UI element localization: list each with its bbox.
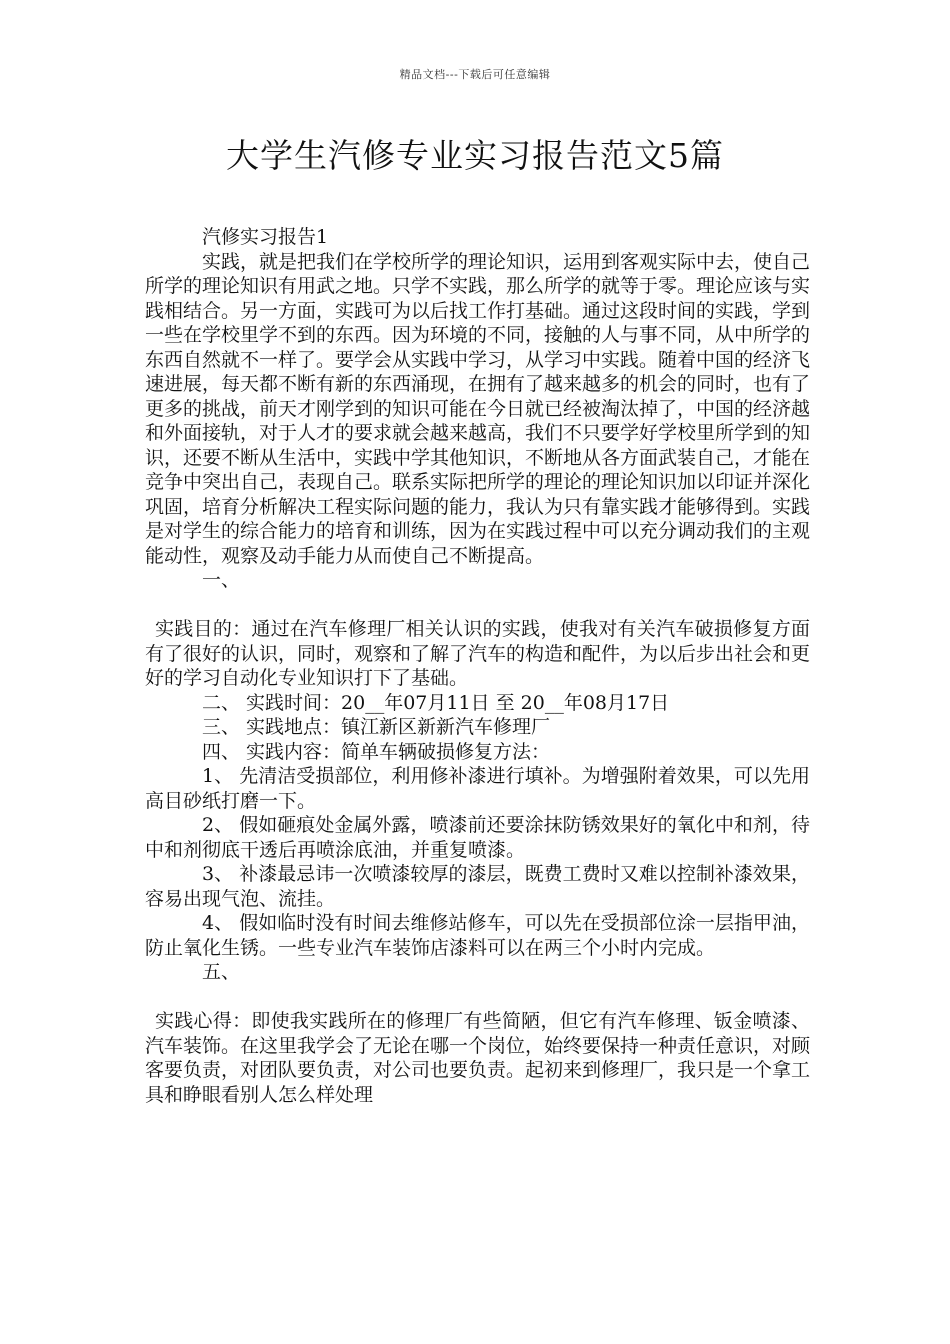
list-item: 三、 实践地点：镇江新区新新汽车修理厂 [202, 716, 551, 738]
paragraph: 实践目的：通过在汽车修理厂相关认识的实践，使我对有关汽车破损修复方面有了很好的认识，同时，观察和了解了汽车的构造和配件，为以后步出社会和更好的学习自动化专业知识打下了基础。 [145, 618, 811, 689]
list-item: 二、 实践时间：20__年07月11日 至 20__年08月17日 [202, 691, 670, 714]
section-number: 五、 [202, 961, 241, 983]
list-item: 3、 补漆最忌讳一次喷漆较厚的漆层，既费工费时又难以控制补漆效果，容易出现气泡、流挂。 [145, 863, 810, 910]
list-item: 四、 实践内容：简单车辆破损修复方法： [202, 740, 551, 763]
section-number: 一、 [202, 569, 241, 591]
list-item: 2、 假如砸痕处金属外露，喷漆前还要涂抹防锈效果好的氧化中和剂，待中和剂彻底干透后再喷涂底油，并重复喷漆。 [145, 814, 810, 861]
blank-line [145, 985, 810, 1010]
document-body [145, 225, 810, 1107]
header-note: 精品文档---下载后可任意编辑 [399, 68, 551, 81]
list-item: 1、 先清洁受损部位，利用修补漆进行填补。为增强附着效果，可以先用高目砂纸打磨一下。 [145, 765, 810, 812]
paragraph: 实践心得：即使我实践所在的修理厂有些简陋，但它有汽车修理、钣金喷漆、汽车装饰。在这里我学会了无论在哪一个岗位，始终要保持一种责任意识，对顾客要负责，对团队要负责，对公司也要负责。起初来到修理厂，我只是一个拿工具和睁眼看别人怎么样处理 [145, 1010, 811, 1106]
paragraph: 实践，就是把我们在学校所学的理论知识，运用到客观实际中去，使自己所学的理论知识有用武之地。只学不实践，那么所学的就等于零。理论应该与实践相结合。另一方面，实践可为以后找工作打基础。通过这段时间的实践，学到一些在学校里学不到的东西。因为环境的不同，接触的人与事不同，从中所学的东西自然就不一样了。要学会从实践中学习，从学习中实践。随着中国的经济飞速进展，每天都不断有新的东西涌现，在拥有了越来越多的机会的同时，也有了更多的挑战，前天才刚学到的知识可能在今日就已经被淘汰掉了，中国的经济越和外面接轨，对于人才的要求就会越来越高，我们不只要学好学校里所学到的知识，还要不断从生活中，实践中学其他知识，不断地从各方面武装自己，才能在竞争中突出自己，表现自己。联系实际把所学的理论的理论知识加以印证并深化巩固，培育分析解决工程实际问题的能力，我认为只有靠实践才能够得到。实践是对学生的综合能力的培育和训练，因为在实践过程中可以充分调动我们的主观能动性，观察及动手能力从而使自己不断提高。 [145, 250, 811, 567]
list-item: 4、 假如临时没有时间去维修站修车，可以先在受损部位涂一层指甲油，防止氧化生锈。一些专业汽车装饰店漆料可以在两三个小时内完成。 [145, 912, 810, 959]
document-title: 大学生汽修专业实习报告范文5篇 [226, 136, 724, 175]
section-heading: 汽修实习报告1 [202, 226, 329, 248]
blank-line [145, 593, 810, 618]
